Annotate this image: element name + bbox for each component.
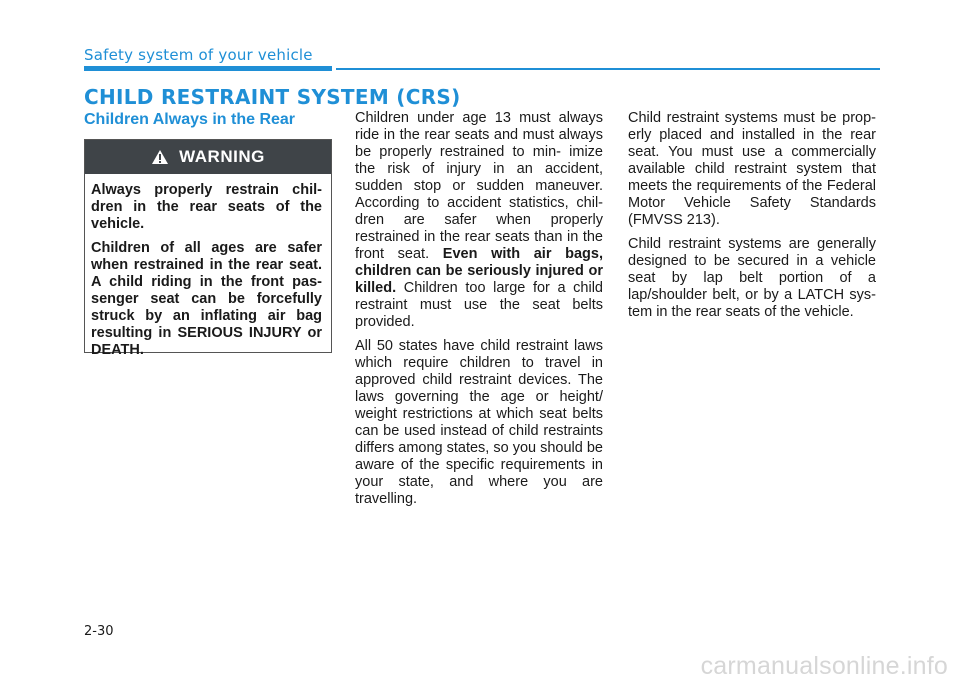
body-paragraph: All 50 states have child restraint laws which require children to travel in approved child restraint devices. The laws governing the age or height/ weight restrictions at which seat belts can be used instead of child restraints differs among states, so you should be aware of the specific requirements in your state, and where you are travelling. (355, 338, 603, 507)
warning-paragraph: Children of all ages are safer when restrained in the rear seat. A child riding in the front pas- senger seat can be forcefully struck by an inflating air bag resulting in SERIOUS INJURY or DEATH. (91, 240, 322, 358)
warning-box (84, 139, 332, 358)
body-paragraph: Child restraint systems must be prop- erly placed and installed in the rear seat. You must use a commercially available child restraint system that meets the requirements of the Federal Motor Vehicle Safety Standards (FMVSS 213). (628, 110, 876, 228)
body-paragraph (355, 110, 603, 331)
warning-label: WARNING (179, 147, 265, 166)
body-paragraph: Child restraint systems are generally designed to be secured in a vehicle seat by lap belt portion of a lap/shoulder belt, or by a LATCH sys- tem in the rear seats of the vehicle. (628, 236, 876, 320)
subsection-title: Children Always in the Rear (84, 111, 296, 128)
body-text: Children too large for a child restraint must use the seat belts provided. (355, 280, 604, 330)
warning-triangle-icon (151, 149, 169, 165)
warning-paragraph: Always properly restrain chil- dren in the rear seats of the vehicle. (91, 182, 322, 232)
header-rule-accent (84, 66, 332, 71)
body-column-middle (355, 110, 603, 515)
warning-header (85, 140, 331, 174)
watermark: carmanualsonline.info (700, 652, 948, 680)
body-text: Children under age 13 must always ride in the rear seats and must always be properly restrained to min- imize the risk of injury in an accident, sudden stop or sudden maneuver. According to accident statistics, chil- dren are safer when properly restrained in the rear seats than in the front seat. (355, 110, 603, 262)
section-title: CHILD RESTRAINT SYSTEM (CRS) (84, 85, 461, 109)
body-column-right (628, 110, 876, 328)
running-header: Safety system of your vehicle (84, 46, 313, 64)
header-rule-line (336, 68, 880, 70)
body-text-bold: Even with air bags, children can be seriously injured or killed. (355, 246, 604, 296)
page-number: 2-30 (84, 624, 114, 639)
warning-body (85, 174, 331, 359)
